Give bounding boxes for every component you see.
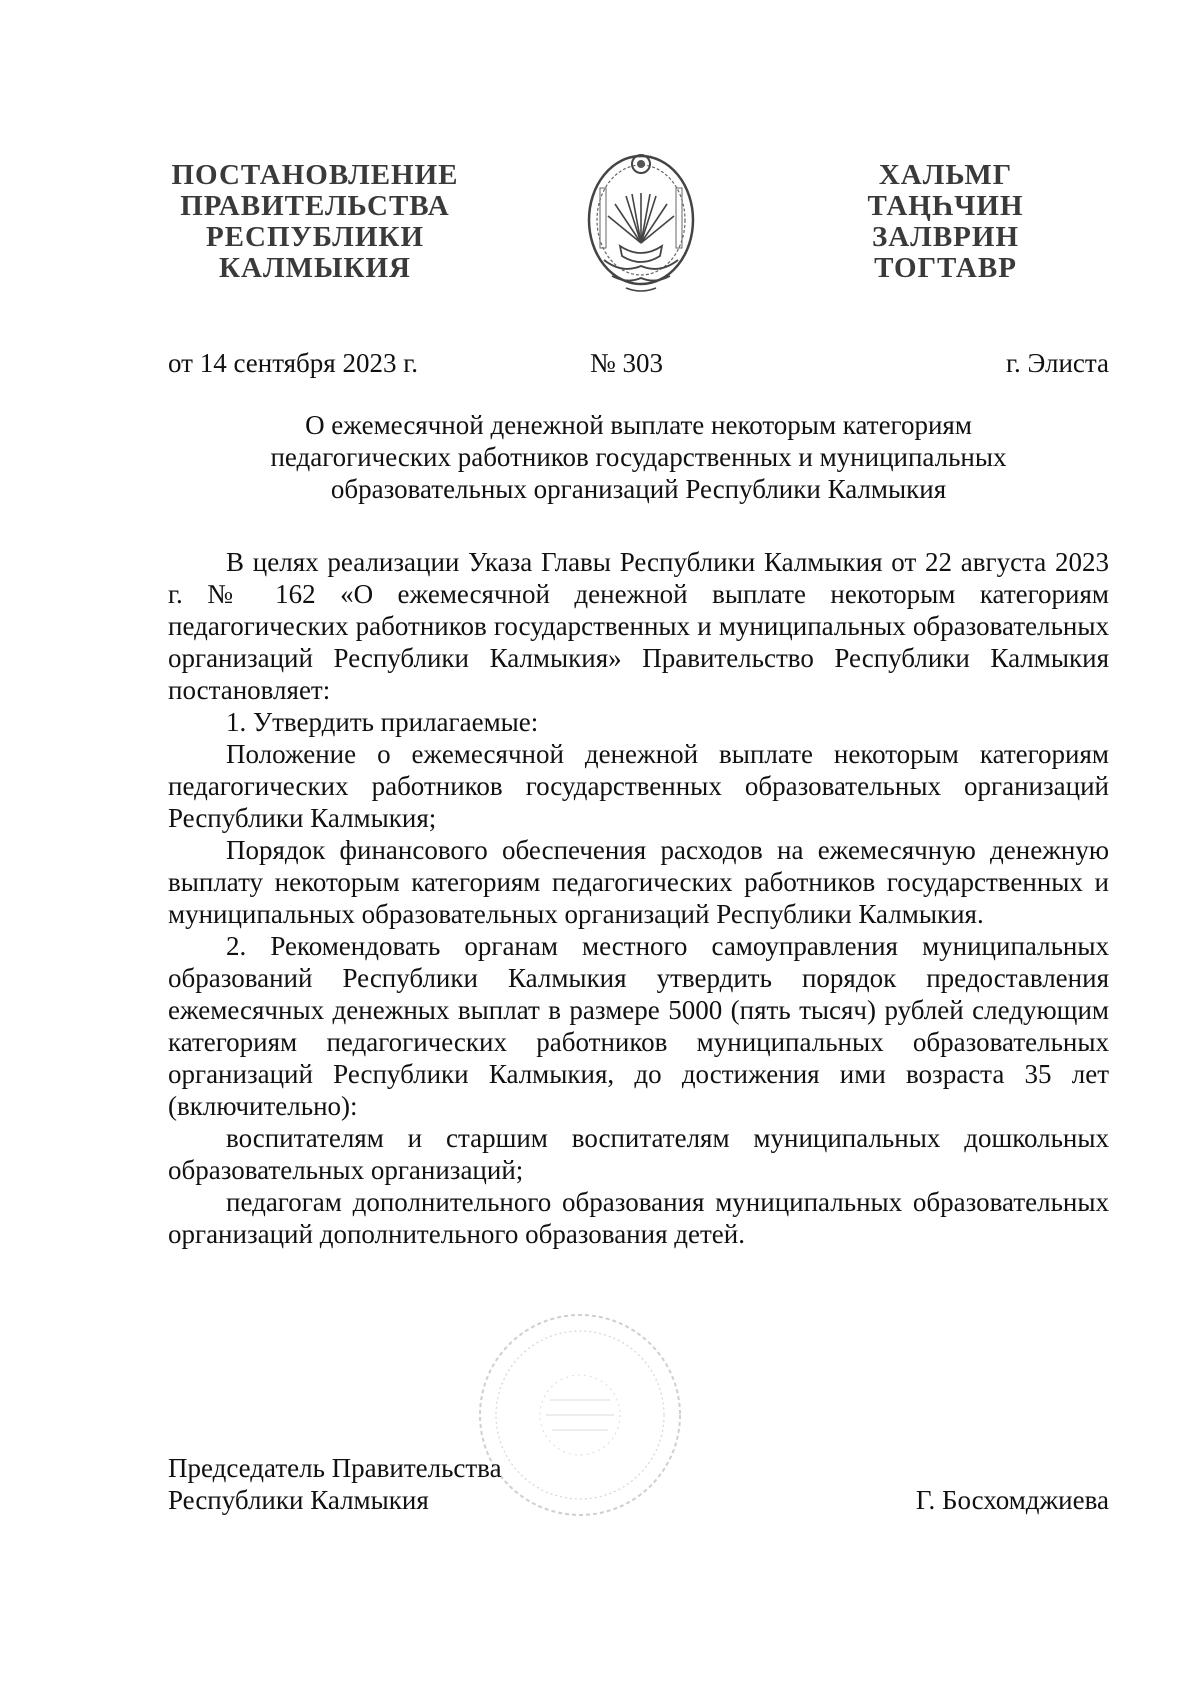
title-line: педагогических работников государственных и муниципальных [270, 442, 1007, 472]
header-right-line: ЗАЛВРИН [871, 221, 1020, 253]
header-left-line: ПРАВИТЕЛЬСТВА [180, 190, 450, 222]
document-city: г. Элиста [1005, 348, 1109, 378]
signatory-position-line: Республики Калмыкия [168, 1485, 429, 1515]
header-left-line: ПОСТАНОВЛЕНИЕ [171, 159, 459, 191]
header-left-title [170, 160, 460, 284]
header-right-line: ТАҢҺЧИН [867, 190, 1024, 222]
body-paragraph: Порядок финансового обеспечения расходов на ежемесячную денежную выплату некоторым категориям педагогических работников государственных и муниципальных образовательных организаций Республики Калмыкия. [168, 835, 1109, 929]
document-title [168, 409, 1109, 505]
body-paragraph: 1. Утвердить прилагаемые: [226, 707, 539, 737]
body-paragraph: 2. Рекомендовать органам местного самоуправления муниципальных образований Республики Калмыкия утвердить порядок предоставления ежемесячных денежных выплат в размере 5000 (пять тысяч) рублей следующим категориям педагогических работников муниципальных образовательных организаций Республики Калмыкия, до достижения ими возраста 35 лет (включительно): [168, 931, 1109, 1121]
header-left-line: КАЛМЫКИЯ [219, 252, 411, 284]
document-body [168, 546, 1109, 1250]
document-number: № 303 [590, 348, 664, 378]
body-paragraph: Положение о ежемесячной денежной выплате некоторым категориям педагогических работников государственных образовательных организаций Республики Калмыкия; [168, 739, 1109, 833]
body-paragraph: В целях реализации Указа Главы Республики Калмыкия от 22 августа 2023 г. № 162 «О ежемесячной денежной выплате некоторым категориям педагогических работников государственных и муниципальных образовательных организаций Республики Калмыкия» Правительство Республики Калмыкия постановляет: [168, 547, 1109, 705]
title-line: образовательных организаций Республики Калмыкия [330, 474, 947, 504]
body-paragraph: воспитателям и старшим воспитателям муниципальных дошкольных образовательных организаций; [168, 1123, 1109, 1185]
header-left-line: РЕСПУБЛИКИ [205, 221, 425, 253]
coat-of-arms-icon [582, 148, 700, 296]
title-line: О ежемесячной денежной выплате некоторым категориям [305, 410, 972, 440]
signature-block [168, 1452, 1109, 1516]
document-date: от 14 сентября 2023 г. [168, 348, 418, 378]
header-right-line: ХАЛЬМГ [878, 159, 1013, 191]
body-paragraph: педагогам дополнительного образования муниципальных образовательных организаций дополнительного образования детей. [168, 1187, 1109, 1249]
signatory-position-line: Председатель Правительства [168, 1453, 502, 1483]
header-right-title [858, 160, 1033, 284]
header-right-line: ТОГТАВР [874, 252, 1017, 284]
signatory-name: Г. Босхомджиева [915, 1485, 1109, 1515]
